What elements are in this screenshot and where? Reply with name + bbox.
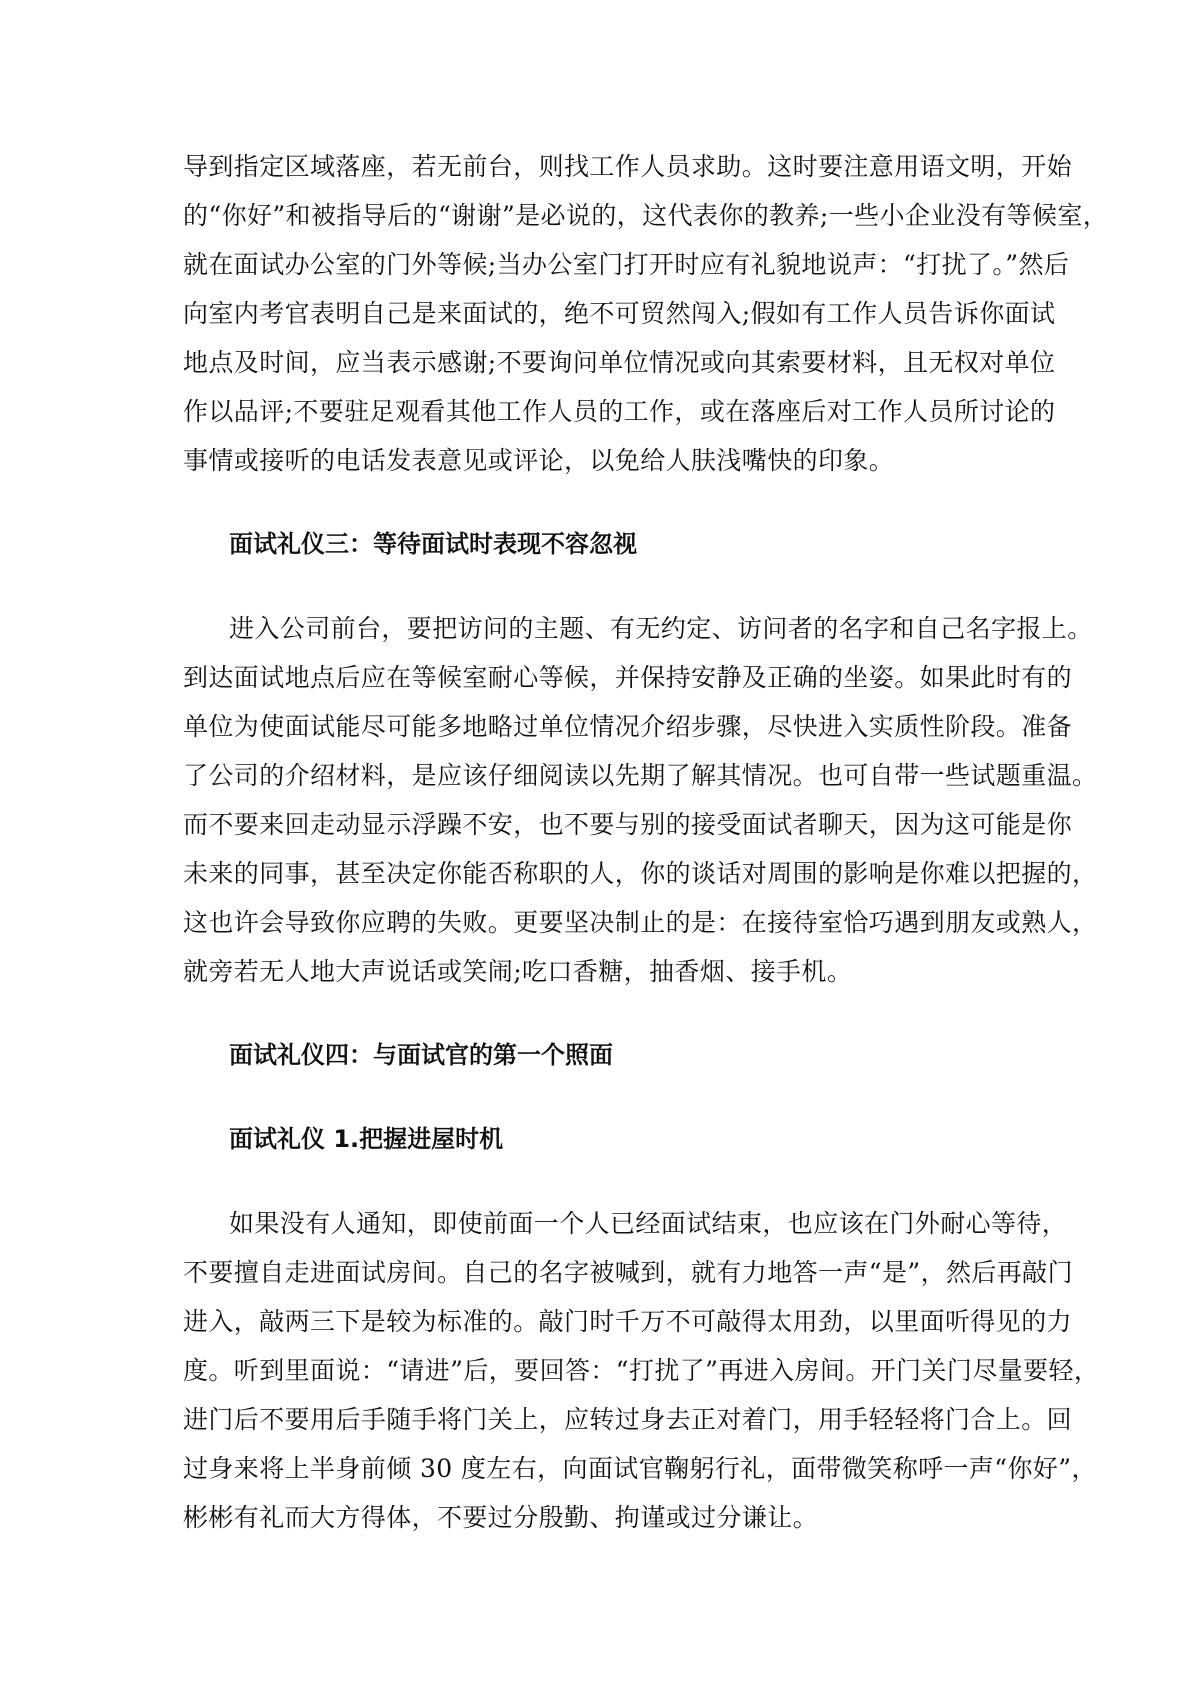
text-line: 到达面试地点后应在等候室耐心等候，并保持安静及正确的坐姿。如果此时有的 [183, 663, 1073, 692]
paragraph-waiting-etiquette-continued [183, 142, 1109, 485]
text-line: 如果没有人通知，即使前面一个人已经面试结束，也应该在门外耐心等待， [229, 1209, 1068, 1238]
text-line: 彬彬有礼而大方得体，不要过分殷勤、拘谨或过分谦让。 [183, 1503, 819, 1532]
paragraph-gap [183, 485, 1023, 520]
text-line: 度。听到里面说：“请进”后，要回答：“打扰了”再进入房间。开门关门尽量要轻， [183, 1356, 1100, 1385]
text-line: 不要擅自走进面试房间。自己的名字被喊到，就有力地答一声“是”，然后再敲门 [183, 1258, 1073, 1287]
text-line: 过身来将上半身前倾 30 度左右，向面试官鞠躬行礼，面带微笑称呼一声“你好”， [183, 1454, 1097, 1483]
text-line: 事情或接听的电话发表意见或评论，以免给人肤浅嘴快的印象。 [183, 446, 895, 475]
paragraph-gap [183, 996, 1023, 1031]
paragraph-gap [183, 569, 1023, 604]
paragraph-entering-room [183, 1199, 1100, 1542]
text-line: 导到指定区域落座，若无前台，则找工作人员求助。这时要注意用语文明，开始 [183, 152, 1073, 181]
section-heading-etiquette-three: 面试礼仪三：等待面试时表现不容忽视 [229, 530, 637, 558]
text-line: 了公司的介绍材料，是应该仔细阅读以先期了解其情况。也可自带一些试题重温。 [183, 761, 1098, 790]
document-page [183, 142, 1109, 1542]
text-line: 的“你好”和被指导后的“谢谢”是必说的，这代表你的教养;一些小企业没有等候室， [183, 201, 1109, 230]
section-heading-etiquette-four: 面试礼仪四：与面试官的第一个照面 [229, 1041, 613, 1069]
text-line: 地点及时间，应当表示感谢;不要询问单位情况或向其索要材料，且无权对单位 [183, 348, 1056, 377]
text-line: 就在面试办公室的门外等候;当办公室门打开时应有礼貌地说声：“打扰了。”然后 [183, 250, 1070, 279]
paragraph-gap [183, 1080, 1023, 1115]
text-line: 向室内考官表明自己是来面试的，绝不可贸然闯入;假如有工作人员告诉你面试 [183, 299, 1056, 328]
text-line: 单位为使面试能尽可能多地略过单位情况介绍步骤，尽快进入实质性阶段。准备 [183, 712, 1073, 741]
text-line: 这也许会导致你应聘的失败。更要坚决制止的是：在接待室恰巧遇到朋友或熟人， [183, 908, 1098, 937]
text-line: 作以品评;不要驻足观看其他工作人员的工作，或在落座后对工作人员所讨论的 [183, 397, 1056, 426]
paragraph-waiting-behavior [183, 604, 1098, 996]
text-line: 进入，敲两三下是较为标准的。敲门时千万不可敲得太用劲，以里面听得见的力 [183, 1307, 1073, 1336]
text-line: 而不要来回走动显示浮躁不安，也不要与别的接受面试者聊天，因为这可能是你 [183, 810, 1073, 839]
text-line: 进入公司前台，要把访问的主题、有无约定、访问者的名字和自己名字报上。 [229, 614, 1093, 643]
paragraph-gap [183, 1164, 1023, 1199]
text-line: 进门后不要用后手随手将门关上，应转过身去正对着门，用手轻轻将门合上。回 [183, 1405, 1073, 1434]
text-line: 就旁若无人地大声说话或笑闹;吃口香糖，抽香烟、接手机。 [183, 957, 853, 986]
text-line: 未来的同事，甚至决定你能否称职的人，你的谈话对周围的影响是你难以把握的， [183, 859, 1098, 888]
subsection-heading-entering-timing: 面试礼仪 1.把握进屋时机 [229, 1125, 504, 1153]
